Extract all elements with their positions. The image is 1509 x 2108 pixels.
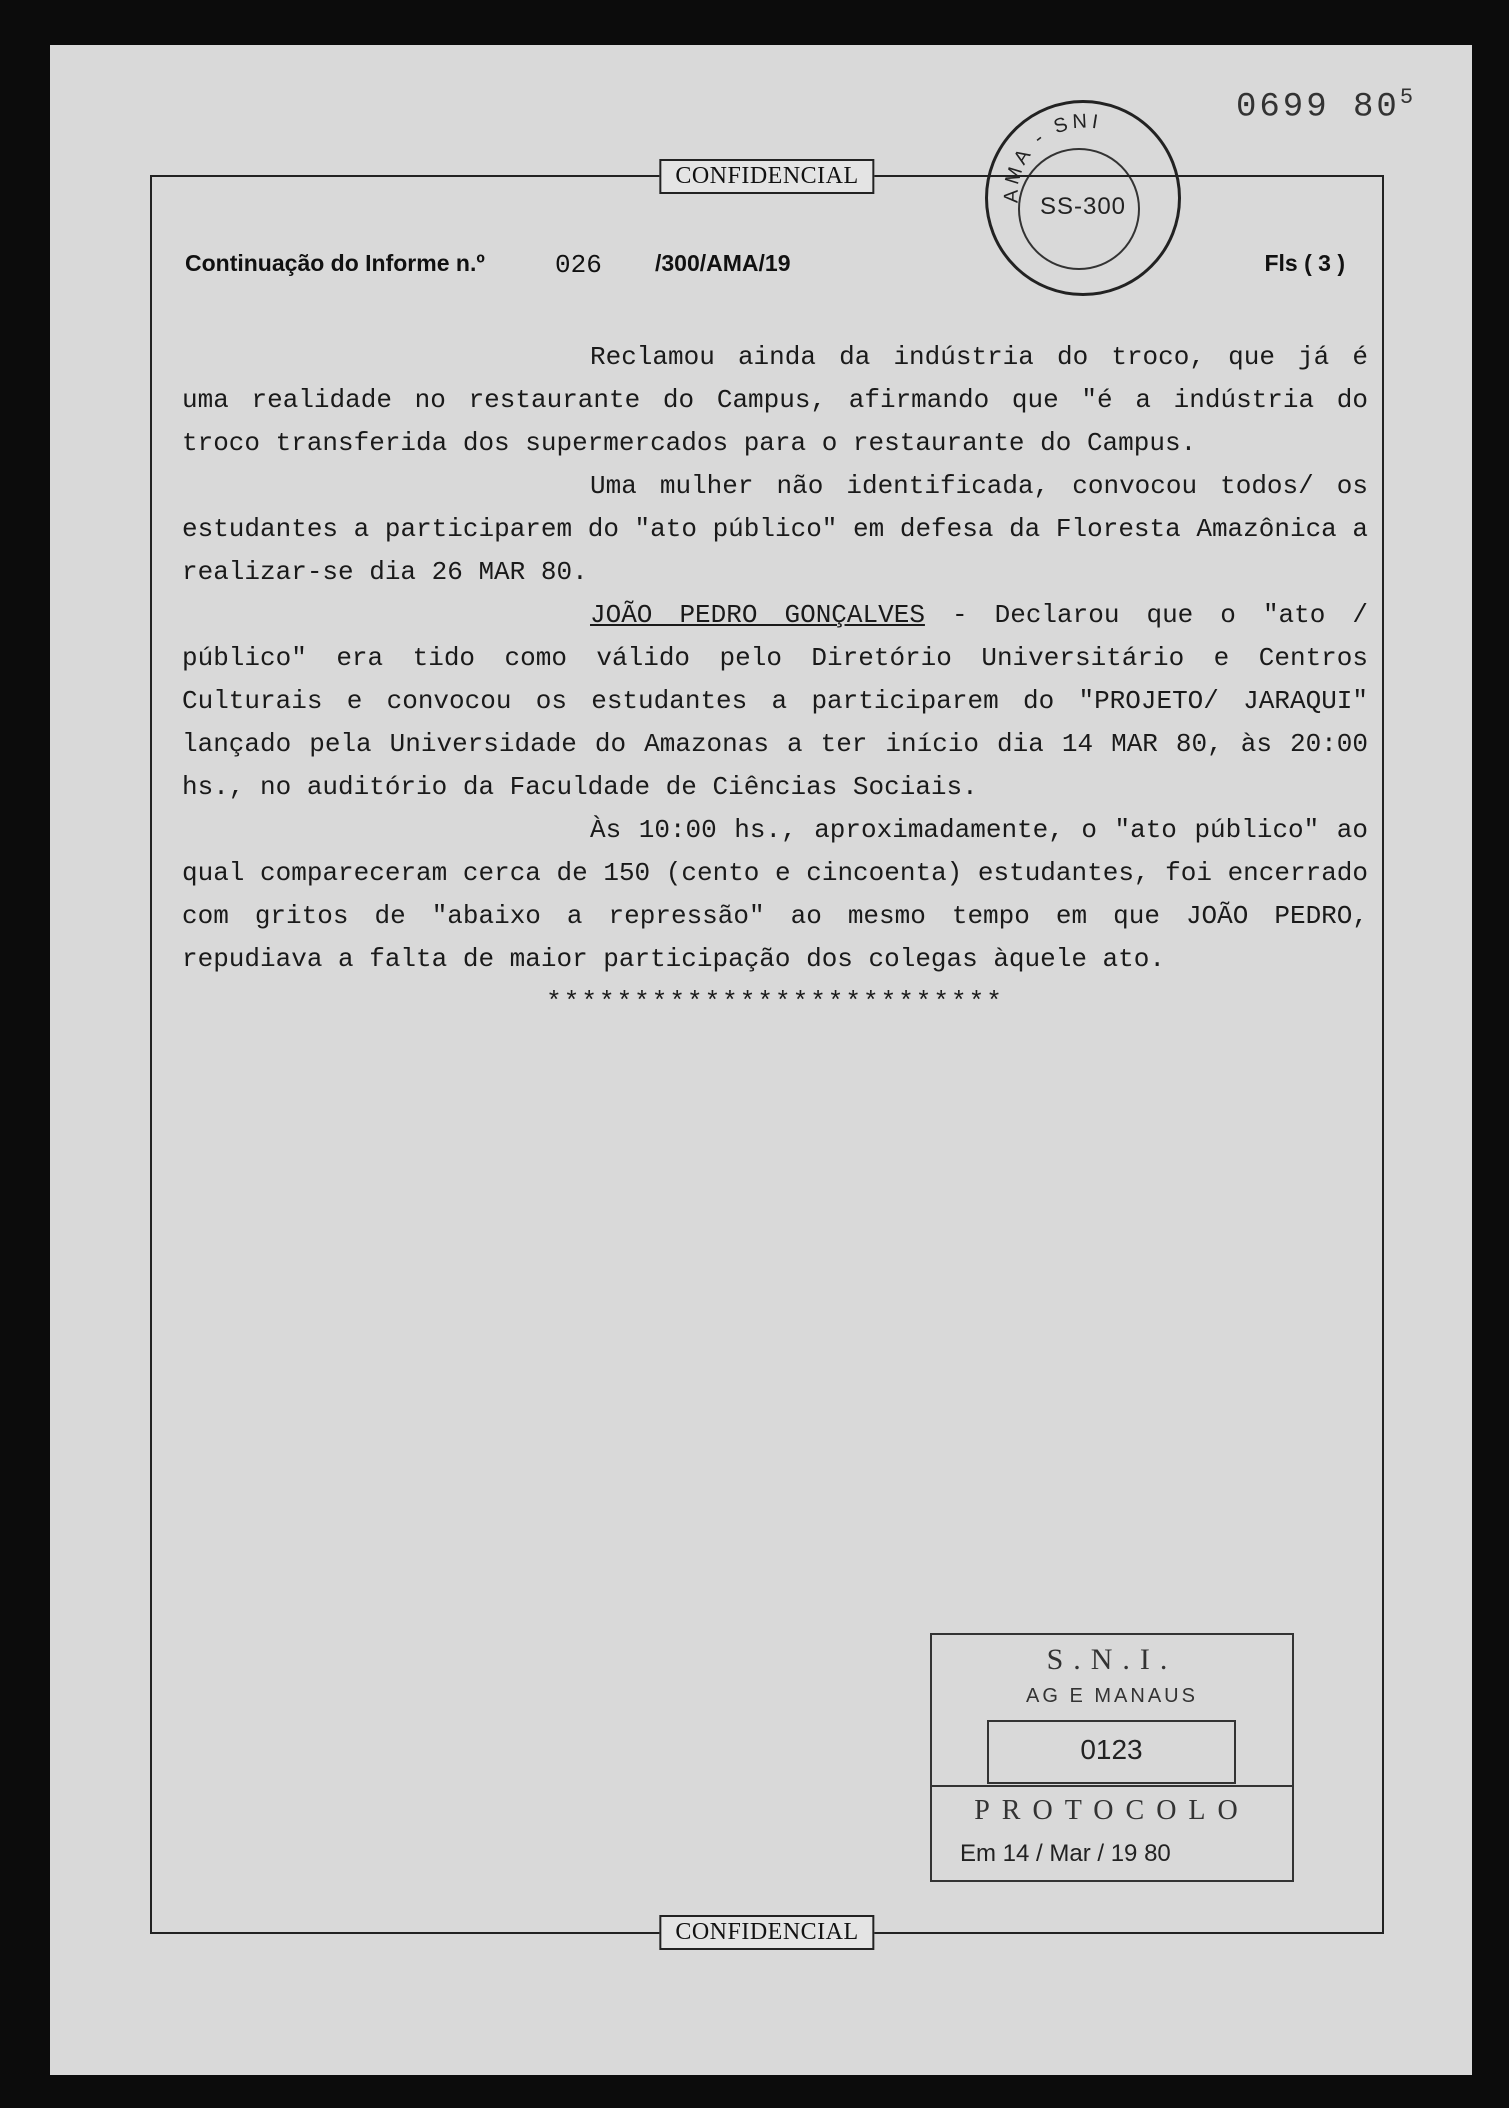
classification-bottom: CONFIDENCIAL [659, 1915, 874, 1950]
stamp-unit: AG E MANAUS [1026, 1685, 1198, 1707]
paragraph-3-text: - Declarou que o "ato / público" era tido como válido pelo Diretório Universitário e Centros Culturais e convocou os estudantes a participarem do "PROJETO/ JARAQUI" lançado pela Universidade do Amazonas a ter início dia 14 MAR 80, às 20:00 hs., no auditório da Faculdade de Ciências Sociais. [182, 600, 1368, 802]
report-header [185, 250, 1345, 284]
protocol-date: Em 14 / Mar / 19 80 [960, 1840, 1171, 1867]
paragraph-1: Reclamou ainda da indústria do troco, que já é uma realidade no restaurante do Campus, afirmando que "é a indústria do troco transferida dos supermercados para o restaurante do Campus. [182, 342, 1368, 458]
paragraph-4: Às 10:00 hs., aproximadamente, o "ato público" ao qual compareceram cerca de 150 (cento e cincoenta) estudantes, foi encerrado com gritos de "abaixo a repressão" ao mesmo tempo em que JOÃO PEDRO, repudiava a falta de maior participação dos colegas àquele ato. [182, 815, 1368, 974]
svg-text:AMA - SNI: AMA - SNI [1000, 110, 1104, 204]
stamp-divider [932, 1785, 1292, 1787]
underlined-name: JOÃO PEDRO GONÇALVES [590, 600, 925, 630]
paragraph-3 [182, 594, 1368, 809]
paragraph-2: Uma mulher não identificada, convocou todos/ os estudantes a participarem do "ato público" em defesa da Floresta Amazônica a realizar-se dia 26 MAR 80. [182, 471, 1368, 587]
separator: ************************** [546, 987, 1004, 1017]
classification-top: CONFIDENCIAL [659, 159, 874, 194]
protocol-label: PROTOCOLO [974, 1795, 1250, 1826]
page-number: Fls ( 3 ) [1264, 250, 1345, 276]
document-number: 0699 $80^5$ [1236, 85, 1417, 127]
page-mark: 5 [1399, 85, 1417, 110]
report-number: 026 [555, 250, 602, 280]
seal-code: SS-300 [1039, 193, 1127, 220]
report-suffix: /300/AMA/19 [655, 250, 791, 276]
report-body [182, 336, 1368, 1024]
protocol-stamp [930, 1633, 1294, 1882]
header-prefix: Continuação do Informe n.º [185, 250, 485, 276]
stamp-org: S.N.I. [1046, 1643, 1178, 1676]
stamp-number-box [987, 1720, 1236, 1784]
protocol-number: 0123 [1080, 1734, 1143, 1765]
